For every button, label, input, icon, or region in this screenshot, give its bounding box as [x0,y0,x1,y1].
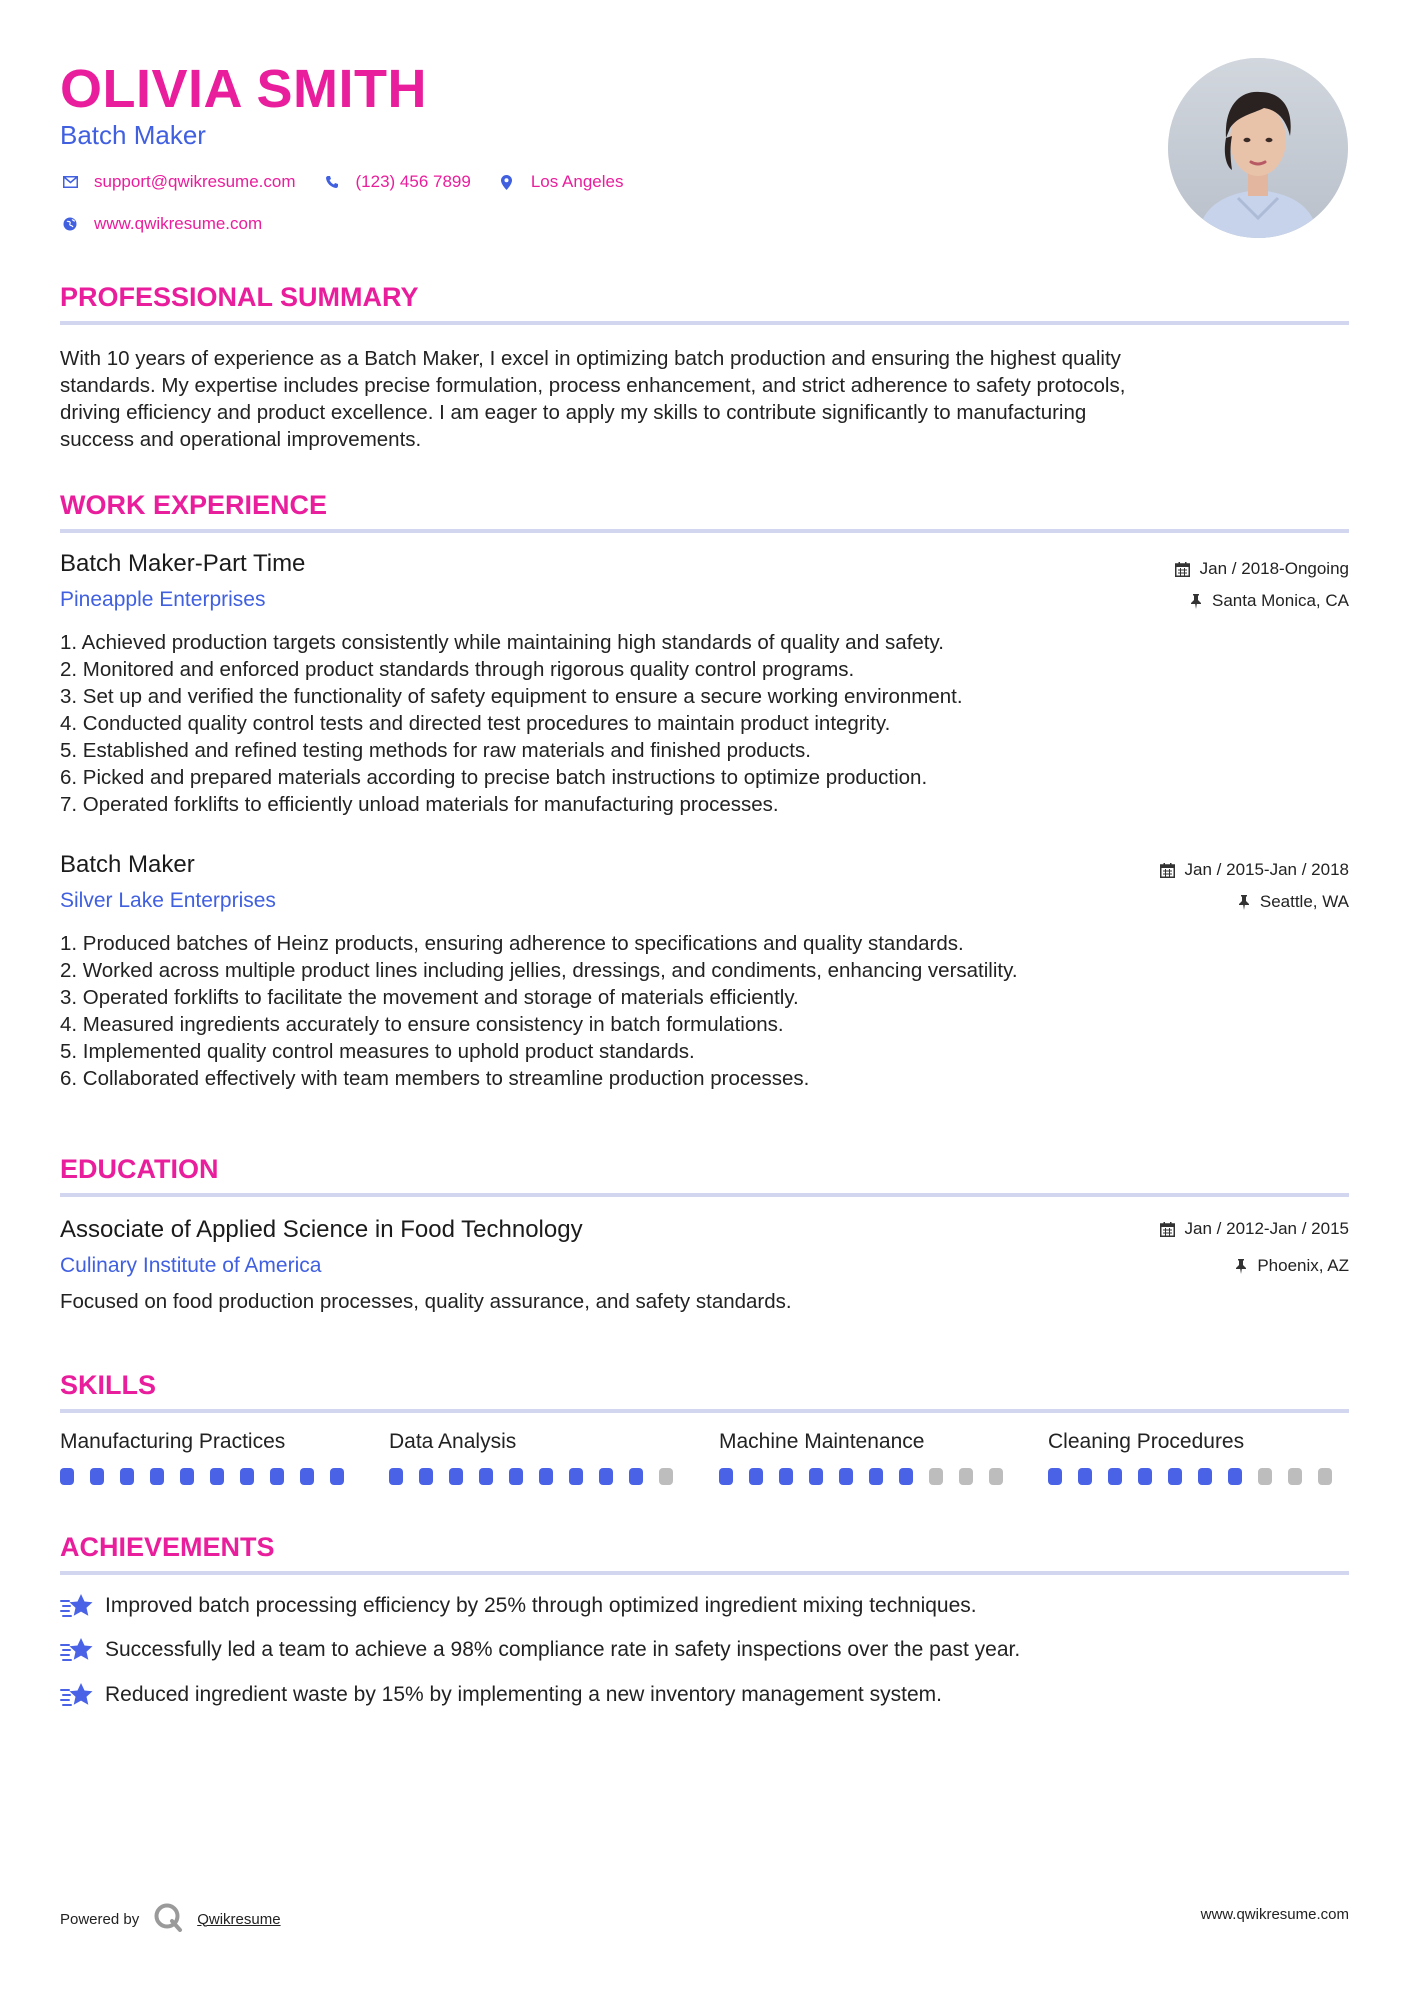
job-responsibilities [60,930,1349,1092]
skill-dot-filled [1228,1468,1242,1485]
school-name: Culinary Institute of America [60,1254,322,1277]
skill-dot-filled [180,1468,194,1485]
skill-dot-filled [1168,1468,1182,1485]
calendar-icon [1175,562,1190,577]
skill-dot-filled [899,1468,913,1485]
skill-dot-empty [1288,1468,1302,1485]
footer-powered-by [60,1902,281,1936]
achievement-item [60,1636,1020,1664]
job-responsibilities [60,629,1349,818]
star-award-icon [60,1592,94,1620]
list-item: 4. Conducted quality control tests and directed test procedures to maintain product integrity. [60,712,891,735]
star-award-icon [60,1636,94,1664]
contact-row [60,172,649,192]
website-row [60,214,288,234]
skill-dot-filled [569,1468,583,1485]
phone-icon [322,175,342,189]
profile-photo [1168,58,1348,238]
skill-dot-filled [1078,1468,1092,1485]
skill-dot-empty [929,1468,943,1485]
skill-name: Machine Maintenance [719,1430,925,1453]
education-location-text: Phoenix, AZ [1257,1256,1349,1275]
section-divider [60,1409,1349,1413]
skill-cleaning-procedures [1048,1430,1348,1485]
skill-dot-filled [240,1468,254,1485]
job-dates [1175,559,1349,579]
email-contact[interactable] [60,172,296,192]
job-location [1238,892,1349,912]
summary-text [60,345,1349,453]
pushpin-icon [1235,1259,1247,1274]
achievement-item [60,1592,977,1620]
section-divider [60,529,1349,533]
job-title: Batch Maker-Part Time [60,550,306,577]
skill-dot-filled [270,1468,284,1485]
skill-dot-filled [1048,1468,1062,1485]
skill-dot-empty [1258,1468,1272,1485]
email-text: support@qwikresume.com [94,172,296,191]
pushpin-icon [1190,594,1202,609]
skill-dot-filled [1198,1468,1212,1485]
phone-text: (123) 456 7899 [355,172,471,191]
skill-dot-filled [419,1468,433,1485]
skill-rating [60,1468,360,1485]
calendar-icon [1160,863,1175,878]
skill-dot-filled [1138,1468,1152,1485]
skill-dot-filled [719,1468,733,1485]
skill-dot-filled [509,1468,523,1485]
education-description: Focused on food production processes, quality assurance, and safety standards. [60,1290,792,1313]
section-divider [60,1193,1349,1197]
achievement-text: Successfully led a team to achieve a 98% compliance rate in safety inspections over the past year. [105,1638,1021,1661]
skill-dot-filled [839,1468,853,1485]
skill-dot-filled [210,1468,224,1485]
summary-heading: PROFESSIONAL SUMMARY [60,282,419,312]
phone-contact[interactable] [322,172,471,192]
job-location-text: Seattle, WA [1259,892,1349,911]
list-item: 2. Worked across multiple product lines including jellies, dressings, and condiments, enhancing versatility. [60,959,1018,982]
education-location [1235,1256,1349,1276]
skill-dot-empty [1318,1468,1332,1485]
skill-rating [389,1468,689,1485]
skill-dot-empty [959,1468,973,1485]
company-name: Silver Lake Enterprises [60,889,276,912]
job-dates-text: Jan / 2015-Jan / 2018 [1184,860,1349,879]
skill-data-analysis [389,1430,689,1485]
candidate-role: Batch Maker [60,120,206,150]
list-item: 6. Collaborated effectively with team members to streamline production processes. [60,1067,810,1090]
achievements-heading: ACHIEVEMENTS [60,1532,275,1562]
list-item: 2. Monitored and enforced product standards through rigorous quality control programs. [60,658,855,681]
star-award-icon [60,1681,94,1709]
skill-dot-filled [809,1468,823,1485]
envelope-icon [60,176,80,188]
achievement-item [60,1681,942,1709]
qwikresume-link[interactable]: Qwikresume [197,1910,281,1928]
qwikresume-logo-icon [153,1902,183,1936]
skill-dot-filled [60,1468,74,1485]
skill-manufacturing-practices [60,1430,360,1485]
list-item: 5. Established and refined testing methods for raw materials and finished products. [60,739,811,762]
website-text: www.qwikresume.com [94,214,263,233]
skill-dot-filled [629,1468,643,1485]
section-divider [60,321,1349,325]
skill-dot-filled [330,1468,344,1485]
achievement-text: Reduced ingredient waste by 15% by implementing a new inventory management system. [105,1683,942,1706]
skill-rating [1048,1468,1348,1485]
work-heading: WORK EXPERIENCE [60,490,328,520]
job-dates [1160,860,1349,880]
map-pin-icon [497,175,517,190]
footer-website[interactable]: www.qwikresume.com [1200,1906,1349,1923]
pushpin-icon [1238,895,1250,910]
skill-rating [719,1468,1019,1485]
job-location-text: Santa Monica, CA [1211,591,1349,610]
location-contact [497,172,624,192]
skill-dot-empty [989,1468,1003,1485]
education-dates [1160,1219,1349,1239]
summary-line: With 10 years of experience as a Batch Maker, I excel in optimizing batch production and ensuring the highest quality [60,347,1121,370]
calendar-icon [1160,1222,1175,1237]
section-divider [60,1571,1349,1575]
skill-dot-filled [749,1468,763,1485]
skill-dot-filled [599,1468,613,1485]
company-name: Pineapple Enterprises [60,588,266,611]
skill-dot-filled [150,1468,164,1485]
list-item: 1. Achieved production targets consistently while maintaining high standards of quality and safety. [60,631,944,654]
list-item: 1. Produced batches of Heinz products, ensuring adherence to specifications and quality standards. [60,932,964,955]
list-item: 7. Operated forklifts to efficiently unload materials for manufacturing processes. [60,793,779,816]
summary-line: success and operational improvements. [60,428,422,451]
list-item: 5. Implemented quality control measures to uphold product standards. [60,1040,695,1063]
list-item: 4. Measured ingredients accurately to ensure consistency in batch formulations. [60,1013,784,1036]
list-item: 3. Set up and verified the functionality of safety equipment to ensure a secure working environment. [60,685,963,708]
skills-heading: SKILLS [60,1370,157,1400]
skill-dot-filled [1108,1468,1122,1485]
summary-line: driving efficiency and product excellence. I am eager to apply my skills to contribute significantly to manufacturing [60,401,1087,424]
skill-dot-filled [479,1468,493,1485]
list-item: 6. Picked and prepared materials according to precise batch instructions to optimize production. [60,766,928,789]
skill-machine-maintenance [719,1430,1019,1485]
skill-dot-filled [449,1468,463,1485]
skill-dot-filled [389,1468,403,1485]
skill-name: Manufacturing Practices [60,1430,286,1453]
list-item: 3. Operated forklifts to facilitate the movement and storage of materials efficiently. [60,986,799,1009]
powered-by-label: Powered by [60,1910,140,1928]
job-location [1190,591,1349,611]
skill-name: Data Analysis [389,1430,517,1453]
skill-name: Cleaning Procedures [1048,1430,1245,1453]
job-title: Batch Maker [60,851,195,878]
location-text: Los Angeles [530,172,624,191]
skill-dot-empty [659,1468,673,1485]
education-dates-text: Jan / 2012-Jan / 2015 [1184,1219,1349,1238]
education-heading: EDUCATION [60,1154,219,1184]
globe-icon [60,217,80,231]
candidate-name: OLIVIA SMITH [60,59,427,119]
website-contact[interactable] [60,214,262,234]
skill-dot-filled [120,1468,134,1485]
skill-dot-filled [90,1468,104,1485]
degree-title: Associate of Applied Science in Food Technology [60,1216,583,1243]
job-dates-text: Jan / 2018-Ongoing [1199,559,1349,578]
skill-dot-filled [869,1468,883,1485]
achievement-text: Improved batch processing efficiency by 25% through optimized ingredient mixing techniques. [105,1594,977,1617]
skill-dot-filled [300,1468,314,1485]
skill-dot-filled [779,1468,793,1485]
summary-line: standards. My expertise includes precise formulation, process enhancement, and strict adherence to safety protocols, [60,374,1126,397]
skill-dot-filled [539,1468,553,1485]
